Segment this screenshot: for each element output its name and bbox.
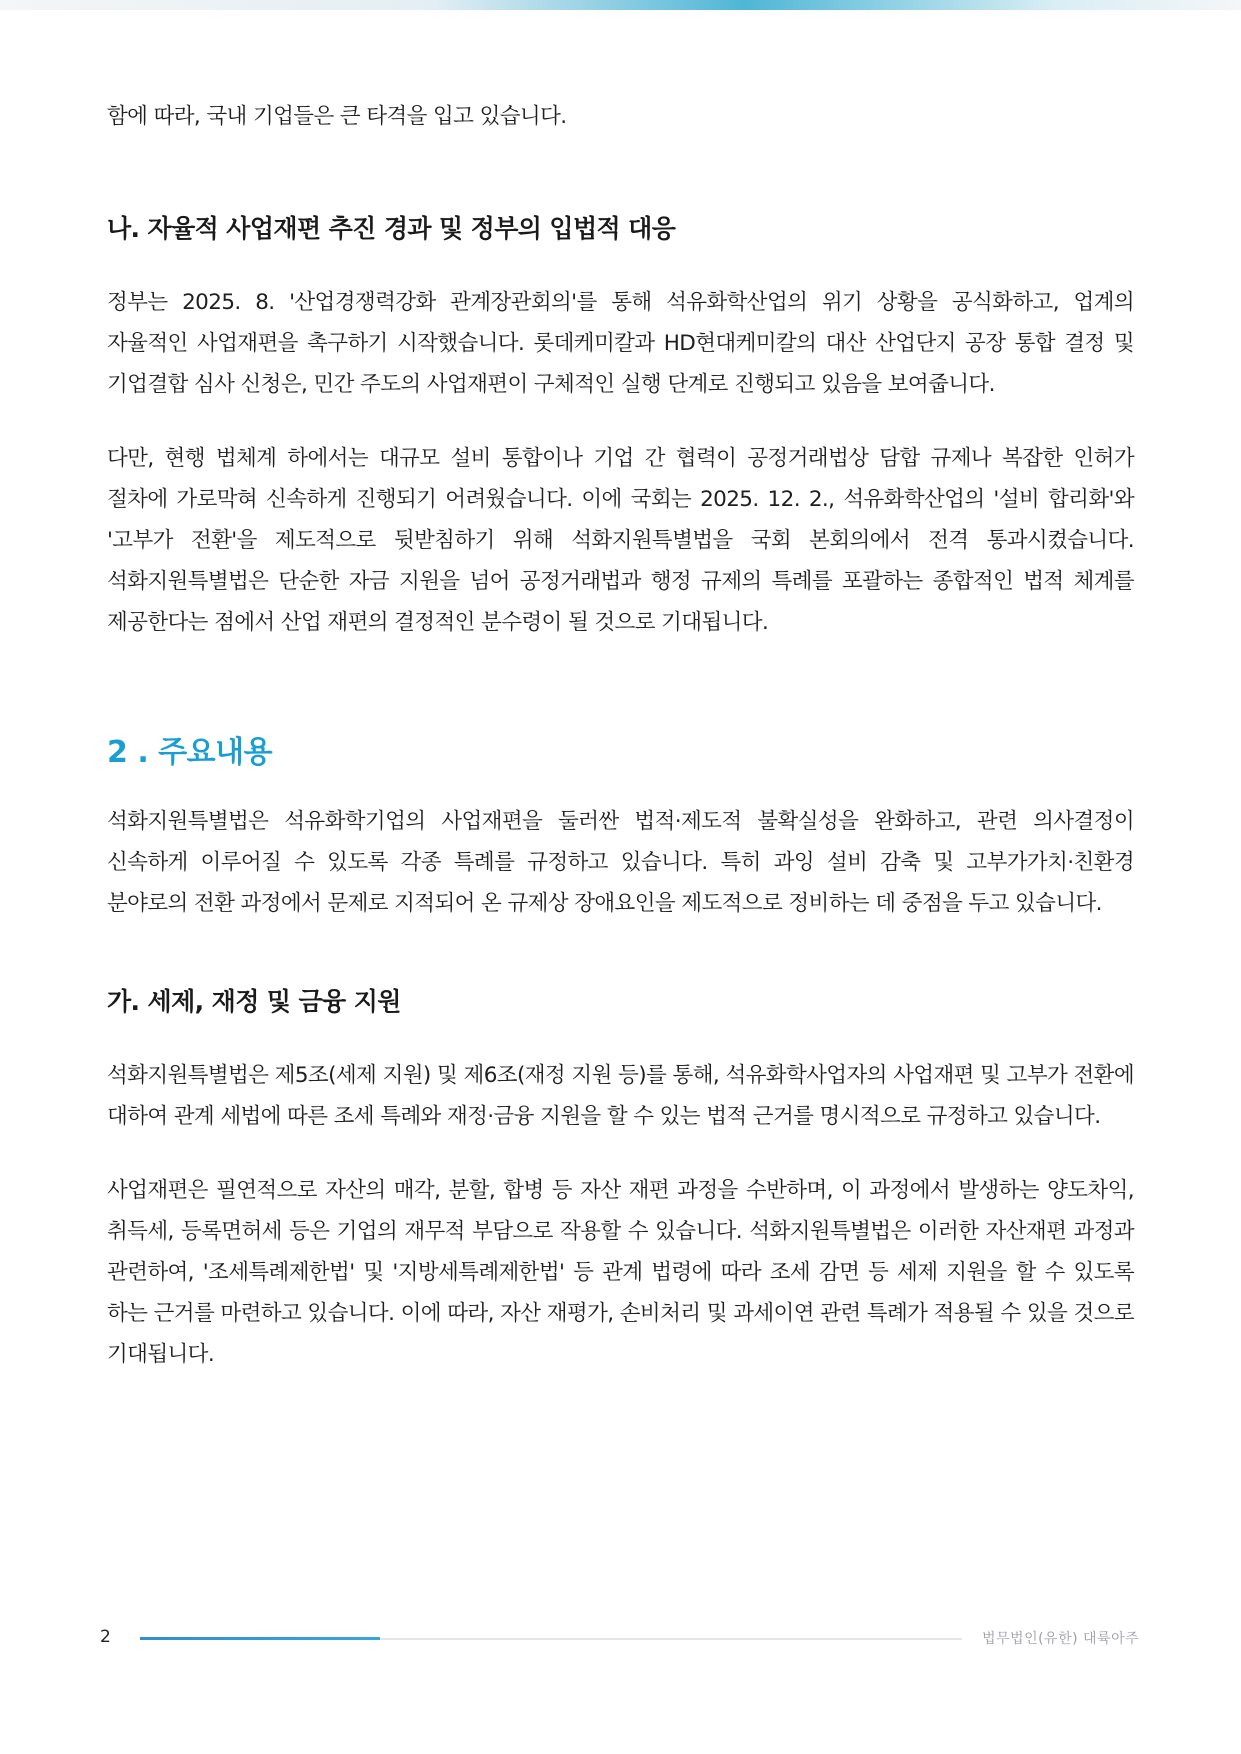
document-body (107, 96, 1134, 1375)
paragraph-ga-1: 석화지원특별법은 제5조(세제 지원) 및 제6조(재정 지원 등)를 통해, 석유화학사업자의 사업재편 및 고부가 전환에 대하여 관계 세법에 따른 조세 특례와 재정·금융 지원을 할 수 있는 법적 근거를 명시적으로 규정하고 있습니다. (107, 1063, 1134, 1129)
firm-name: 법무법인(유한) 대륙아주 (982, 1631, 1140, 1647)
subsection-heading-ga: 가. 세제, 재정 및 금융 지원 (107, 987, 401, 1016)
paragraph-section-2: 석화지원특별법은 석유화학기업의 사업재편을 둘러싼 법적·제도적 불확실성을 완화하고, 관련 의사결정이 신속하게 이루어질 수 있도록 각종 특례를 규정하고 있습니다. 특히 과잉 설비 감축 및 고부가가치·친환경 분야로의 전환 과정에서 문제로 지적되어 온 규제상 장애요인을 제도적으로 정비하는 데 중점을 두고 있습니다. (107, 809, 1134, 916)
footer-divider-accent (140, 1637, 380, 1640)
paragraph-na-1: 정부는 2025. 8. '산업경쟁력강화 관계장관회의'를 통해 석유화학산업의 위기 상황을 공식화하고, 업계의 자율적인 사업재편을 촉구하기 시작했습니다. 롯데케미칼과 HD현대케미칼의 대산 산업단지 공장 통합 결정 및 기업결합 심사 신청은, 민간 주도의 사업재편이 구체적인 실행 단계로 진행되고 있음을 보여줍니다. (107, 290, 1134, 397)
section-heading-2: 2 . 주요내용 (107, 735, 273, 770)
intro-paragraph: 함에 따라, 국내 기업들은 큰 타격을 입고 있습니다. (107, 104, 567, 129)
top-gradient-bar (0, 0, 1241, 10)
page-number: 2 (100, 1627, 111, 1647)
paragraph-na-2: 다만, 현행 법체계 하에서는 대규모 설비 통합이나 기업 간 협력이 공정거래법상 담합 규제나 복잡한 인허가 절차에 가로막혀 신속하게 진행되기 어려웠습니다. 이에 국회는 2025. 12. 2., 석유화학산업의 '설비 합리화'와 '고부가 전환'을 제도적으로 뒷받침하기 위해 석화지원특별법을 국회 본회의에서 전격 통과시켰습니다. 석화지원특별법은 단순한 자금 지원을 넘어 공정거래법과 행정 규제의 특례를 포괄하는 종합적인 법적 체계를 제공한다는 점에서 산업 재편의 결정적인 분수령이 될 것으로 기대됩니다. (107, 446, 1134, 635)
subsection-heading-na: 나. 자율적 사업재편 추진 경과 및 정부의 입법적 대응 (107, 214, 676, 243)
paragraph-ga-2: 사업재편은 필연적으로 자산의 매각, 분할, 합병 등 자산 재편 과정을 수반하며, 이 과정에서 발생하는 양도차익, 취득세, 등록면허세 등은 기업의 재무적 부담으로 작용할 수 있습니다. 석화지원특별법은 이러한 자산재편 과정과 관련하여, '조세특례제한법' 및 '지방세특례제한법' 등 관계 법령에 따라 조세 감면 등 세제 지원을 할 수 있도록 하는 근거를 마련하고 있습니다. 이에 따라, 자산 재평가, 손비처리 및 과세이연 관련 특례가 적용될 수 있을 것으로 기대됩니다. (107, 1178, 1134, 1367)
